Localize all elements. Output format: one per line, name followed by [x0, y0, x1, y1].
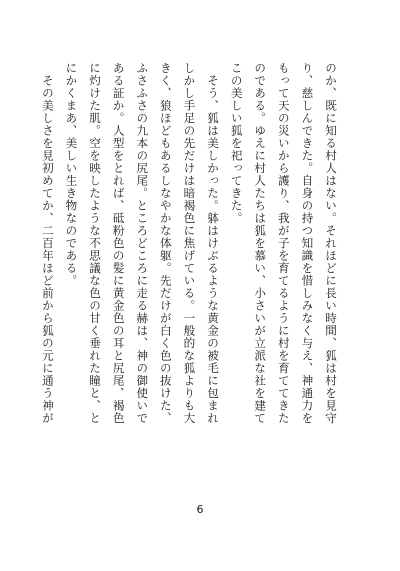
- text-line: ふさふさの九本の尻尾。ところどころに走る赫は、神の御使いで: [135, 62, 150, 425]
- text-line: り、慈しんできた。自身の持つ知識を惜しみなく与え、神通力を: [300, 62, 315, 425]
- text-line: その美しさを見初めてか、二百年ほど前から狐の元に通う神が: [40, 62, 55, 425]
- text-line: ある証か。人型をとれば、砥粉色の髪に黄金色の耳と尻尾、褐色: [111, 62, 126, 425]
- text-line: もって天の災いから護り、我が子を育てるように村を育ててきた: [276, 62, 291, 425]
- text-line: きく、狼ほどもあるしなやかな体躯。先だけが白く色の抜けた、: [158, 62, 173, 425]
- text-line: しかし手足の先だけは暗褐色に焦げている。一般的な狐よりも大: [182, 62, 197, 425]
- text-line: そう、狐は美しかった。躰はけぶるような黄金の被毛に包まれ: [206, 62, 221, 425]
- text-line: この美しい狐を祀ってきた。: [229, 62, 244, 225]
- page-number: 6: [196, 503, 204, 516]
- text-line: に灼けた肌。空を映したような不思議な色の甘く垂れた瞳と、と: [88, 62, 103, 425]
- body-text: [35, 62, 342, 492]
- text-line: のか、既に知る村人はない。それほどに長い時間、狐は村を見守: [324, 62, 338, 425]
- text-line: のである。ゆえに村人たちは狐を慕い、小さいが立派な社を建て: [253, 62, 268, 425]
- text-line: にかくまあ、美しい生き物なのである。: [64, 62, 79, 287]
